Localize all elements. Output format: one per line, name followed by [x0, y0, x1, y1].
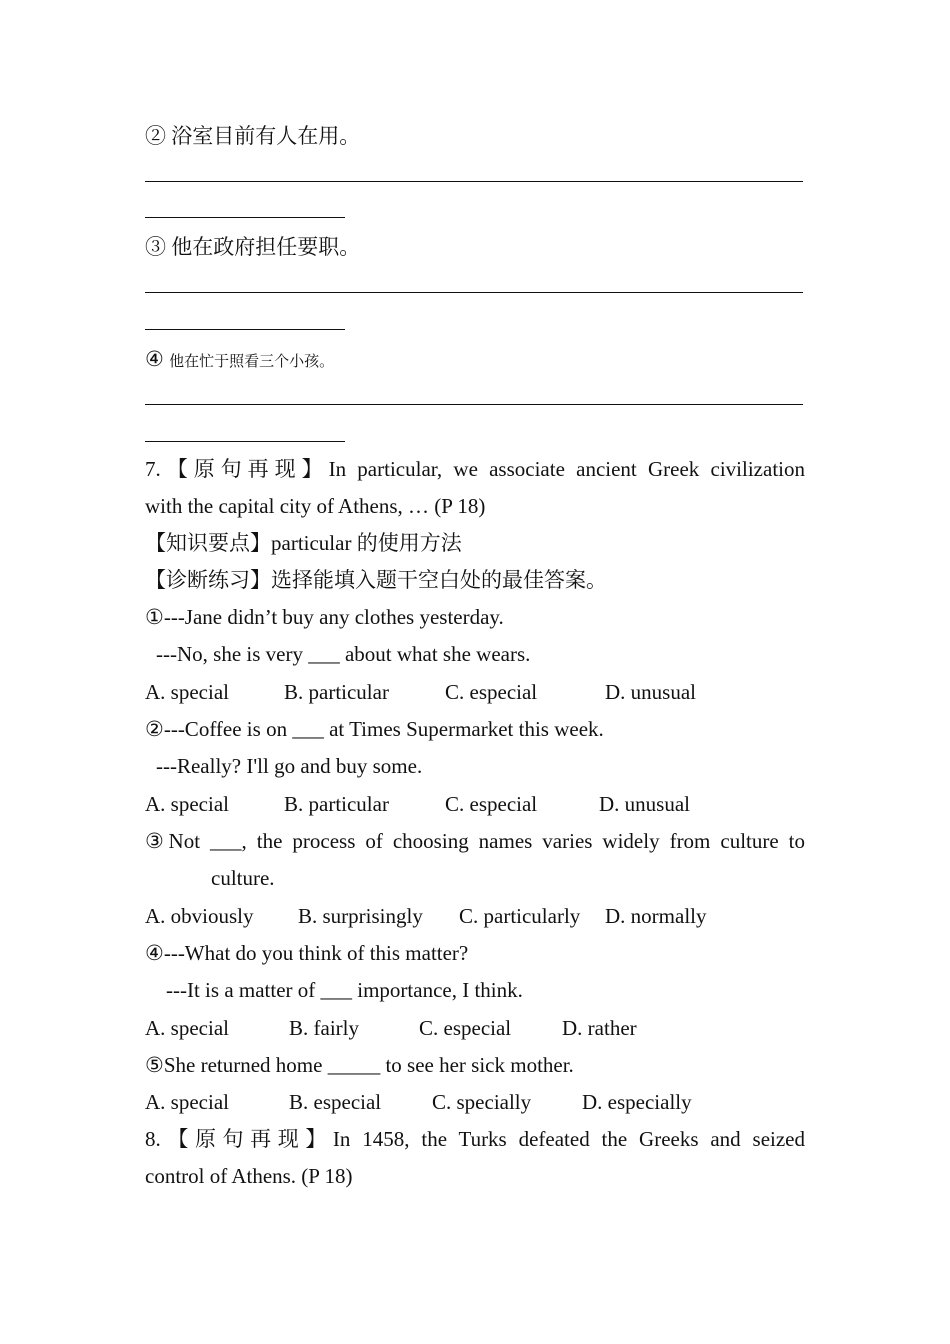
option-c[interactable]: C. particularly	[459, 904, 581, 928]
option-a[interactable]: A. special	[145, 680, 229, 704]
exercise-item	[145, 345, 334, 376]
option-b[interactable]: B. especial	[289, 1090, 382, 1114]
question-reply: ---It is a matter of ___ importance, I think.	[166, 978, 523, 1002]
question-reply: ---No, she is very ___ about what she wears.	[156, 642, 531, 666]
option-d[interactable]: D. rather	[562, 1016, 637, 1040]
exercise-marker: ②	[145, 124, 166, 148]
q7-knowledge-point: 【知识要点】particular 的使用方法	[145, 531, 462, 555]
exercise-item	[145, 122, 360, 150]
option-c[interactable]: C. especial	[445, 792, 538, 816]
exercise-marker: ④	[145, 347, 164, 371]
question-stem: ①---Jane didn’t buy any clothes yesterday.	[145, 605, 504, 629]
q7-original-sentence-cont: with the capital city of Athens, … (P 18)	[145, 494, 486, 518]
option-d[interactable]: D. normally	[605, 904, 707, 928]
question-stem: ②---Coffee is on ___ at Times Supermarket this week.	[145, 717, 604, 741]
option-b[interactable]: B. particular	[284, 680, 389, 704]
option-b[interactable]: B. fairly	[289, 1016, 359, 1040]
question-stem: ③Not ___, the process of choosing names varies widely from culture to	[145, 829, 805, 853]
option-c[interactable]: C. especial	[419, 1016, 512, 1040]
question-reply: ---Really? I'll go and buy some.	[156, 754, 423, 778]
answer-line[interactable]	[145, 292, 803, 293]
answer-line[interactable]	[145, 404, 803, 405]
exercise-text: 他在政府担任要职。	[171, 235, 361, 259]
q8-original-sentence: 8.【原句再现】In 1458, the Turks defeated the Greeks and seized	[145, 1127, 805, 1151]
option-c[interactable]: C. specially	[432, 1090, 532, 1114]
exercise-marker: ③	[145, 235, 166, 259]
exercise-text: 他在忙于照看三个小孩。	[169, 354, 335, 370]
answer-line[interactable]	[145, 217, 345, 218]
exercise-item	[145, 233, 360, 261]
question-stem-cont: culture.	[211, 866, 275, 890]
q7-original-sentence: 7.【原句再现】In particular, we associate ancient Greek civilization	[145, 457, 805, 481]
exercise-text: 浴室目前有人在用。	[171, 124, 361, 148]
answer-line[interactable]	[145, 329, 345, 330]
option-a[interactable]: A. special	[145, 792, 229, 816]
option-d[interactable]: D. unusual	[599, 792, 690, 816]
option-a[interactable]: A. special	[145, 1090, 229, 1114]
option-d[interactable]: D. especially	[582, 1090, 692, 1114]
option-a[interactable]: A. obviously	[145, 904, 254, 928]
option-c[interactable]: C. especial	[445, 680, 538, 704]
option-b[interactable]: B. surprisingly	[298, 904, 423, 928]
option-b[interactable]: B. particular	[284, 792, 389, 816]
option-a[interactable]: A. special	[145, 1016, 229, 1040]
question-stem: ⑤She returned home _____ to see her sick mother.	[145, 1053, 574, 1077]
answer-line[interactable]	[145, 181, 803, 182]
answer-line[interactable]	[145, 441, 345, 442]
q8-original-sentence-cont: control of Athens. (P 18)	[145, 1164, 353, 1188]
option-d[interactable]: D. unusual	[605, 680, 696, 704]
question-stem: ④---What do you think of this matter?	[145, 941, 469, 965]
q7-diagnosis-instruction: 【诊断练习】选择能填入题干空白处的最佳答案。	[145, 568, 607, 592]
